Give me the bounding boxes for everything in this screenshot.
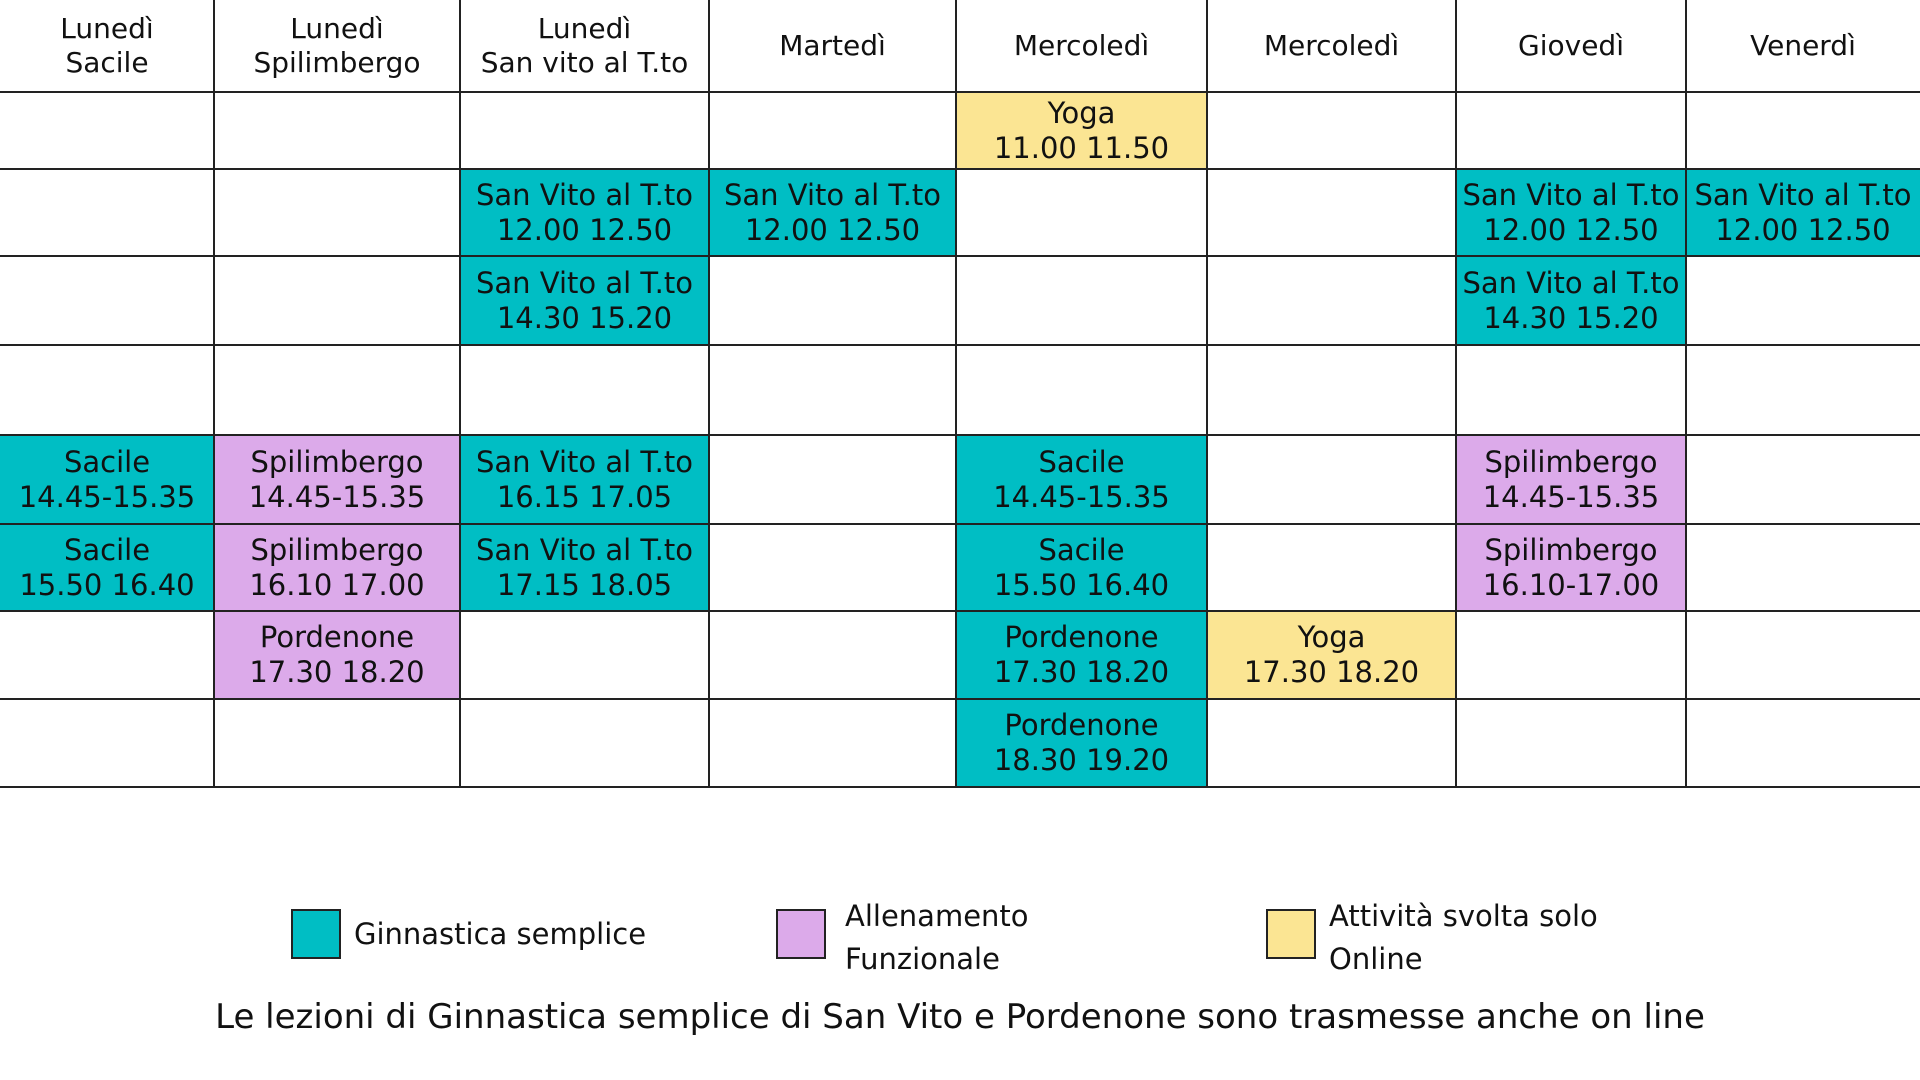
class-slot-name: San Vito al T.to	[475, 177, 694, 212]
class-slot	[1456, 169, 1686, 256]
class-slot-time: 17.15 18.05	[496, 567, 673, 602]
column-header-location: San vito al T.to	[480, 46, 689, 79]
column-header-3	[460, 0, 709, 92]
legend-label-ginnastica: Ginnastica semplice	[354, 917, 647, 951]
class-slot-time: 12.00 12.50	[496, 212, 673, 247]
class-slot-name: San Vito al T.to	[723, 177, 942, 212]
class-slot-time: 17.30 18.20	[1243, 655, 1420, 689]
class-slot	[709, 169, 956, 256]
column-header-8	[1686, 0, 1920, 92]
class-slot-name: Sacile	[1038, 532, 1125, 567]
grid-row-line	[0, 434, 1920, 436]
class-slot-time: 14.45-15.35	[248, 479, 426, 514]
class-slot-time: 16.15 17.05	[496, 479, 673, 514]
grid-column-line	[708, 0, 710, 787]
grid-row-line	[0, 786, 1920, 788]
class-slot	[0, 524, 214, 611]
class-slot-name: Pordenone	[1004, 620, 1159, 654]
footnote: Le lezioni di Ginnastica semplice di San Vito e Pordenone sono trasmesse anche on line	[215, 997, 1705, 1037]
class-slot-time: 11.00 11.50	[993, 130, 1170, 165]
class-slot-name: San Vito al T.to	[475, 444, 694, 479]
class-slot-name: Yoga	[1297, 620, 1366, 654]
column-header-day: Martedì	[779, 29, 886, 62]
class-slot-name: Spilimbergo	[1484, 444, 1658, 479]
class-slot-time: 14.30 15.20	[496, 300, 673, 335]
grid-column-line	[213, 0, 215, 787]
grid-row-line	[0, 168, 1920, 170]
class-slot-name: Sacile	[63, 532, 151, 567]
class-slot-name: Spilimbergo	[250, 532, 424, 567]
class-slot-time: 17.30 18.20	[249, 655, 425, 689]
class-slot-name: Sacile	[63, 444, 151, 479]
grid-row-line	[0, 344, 1920, 346]
class-slot-time: 14.45-15.35	[1482, 479, 1660, 514]
grid-row-line	[0, 91, 1920, 93]
column-header-day: Mercoledì	[1013, 29, 1150, 62]
class-slot-time: 18.30 19.20	[993, 743, 1170, 777]
legend-swatch-funzionale	[776, 909, 826, 959]
grid-row-line	[0, 610, 1920, 612]
class-slot	[460, 524, 709, 611]
class-slot	[1456, 435, 1686, 524]
class-slot-time: 15.50 16.40	[993, 567, 1170, 602]
column-header-6	[1207, 0, 1456, 92]
column-header-day: Venerdì	[1750, 29, 1856, 62]
class-slot	[460, 256, 709, 345]
grid-column-line	[459, 0, 461, 787]
column-header-5	[956, 0, 1207, 92]
grid-column-line	[1455, 0, 1457, 787]
class-slot-time: 15.50 16.40	[19, 567, 195, 602]
class-slot	[214, 435, 460, 524]
grid-column-line	[1206, 0, 1208, 787]
class-slot	[956, 611, 1207, 699]
legend-swatch-ginnastica	[291, 909, 341, 959]
column-header-location: Sacile	[65, 46, 149, 79]
column-header-day: Lunedì	[290, 12, 384, 45]
class-slot-name: San Vito al T.to	[475, 265, 694, 300]
class-slot	[214, 524, 460, 611]
class-slot-name: San Vito al T.to	[1694, 177, 1912, 212]
class-slot-name: Pordenone	[1004, 708, 1159, 742]
grid-row-line	[0, 698, 1920, 700]
class-slot-time: 17.30 18.20	[993, 655, 1170, 689]
class-slot-name: San Vito al T.to	[1462, 265, 1680, 300]
column-header-4	[709, 0, 956, 92]
class-slot-time: 16.10 17.00	[249, 567, 425, 602]
class-slot-name: Spilimbergo	[250, 444, 424, 479]
class-slot	[214, 611, 460, 699]
class-slot-name: San Vito al T.to	[475, 532, 694, 567]
class-slot-time: 12.00 12.50	[1715, 212, 1891, 247]
class-slot	[956, 92, 1207, 169]
grid-row-line	[0, 255, 1920, 257]
column-header-day: Mercoledì	[1263, 29, 1400, 62]
legend-swatch-online	[1266, 909, 1316, 959]
class-slot-name: Sacile	[1038, 444, 1125, 479]
class-slot	[1456, 524, 1686, 611]
column-header-day: Lunedì	[60, 12, 154, 45]
class-slot	[460, 435, 709, 524]
class-slot-name: San Vito al T.to	[1462, 177, 1680, 212]
column-header-day: Lunedì	[537, 12, 632, 45]
class-slot-time: 16.10-17.00	[1482, 567, 1660, 602]
class-slot	[956, 435, 1207, 524]
column-header-location: Spilimbergo	[253, 46, 421, 79]
class-slot-time: 14.45-15.35	[18, 479, 196, 514]
class-slot	[1456, 256, 1686, 345]
grid-row-line	[0, 523, 1920, 525]
class-slot-time: 14.45-15.35	[993, 479, 1170, 514]
column-header-2	[214, 0, 460, 92]
class-slot	[460, 169, 709, 256]
class-slot	[1686, 169, 1920, 256]
column-header-1	[0, 0, 214, 92]
class-slot-name: Yoga	[1047, 95, 1116, 130]
class-slot	[956, 524, 1207, 611]
class-slot	[0, 435, 214, 524]
class-slot-name: Spilimbergo	[1484, 532, 1658, 567]
column-header-7	[1456, 0, 1686, 92]
class-slot-name: Pordenone	[259, 620, 415, 654]
column-header-day: Giovedì	[1518, 29, 1624, 62]
class-slot-time: 12.00 12.50	[744, 212, 921, 247]
legend-label-online: Attività svolta solo Online	[1329, 899, 1598, 976]
grid-column-line	[955, 0, 957, 787]
class-slot-time: 14.30 15.20	[1483, 300, 1659, 335]
class-slot-time: 12.00 12.50	[1483, 212, 1659, 247]
class-slot	[1207, 611, 1456, 699]
grid-column-line	[1685, 0, 1687, 787]
class-slot	[956, 699, 1207, 787]
legend-label-funzionale: Allenamento Funzionale	[845, 899, 1029, 976]
